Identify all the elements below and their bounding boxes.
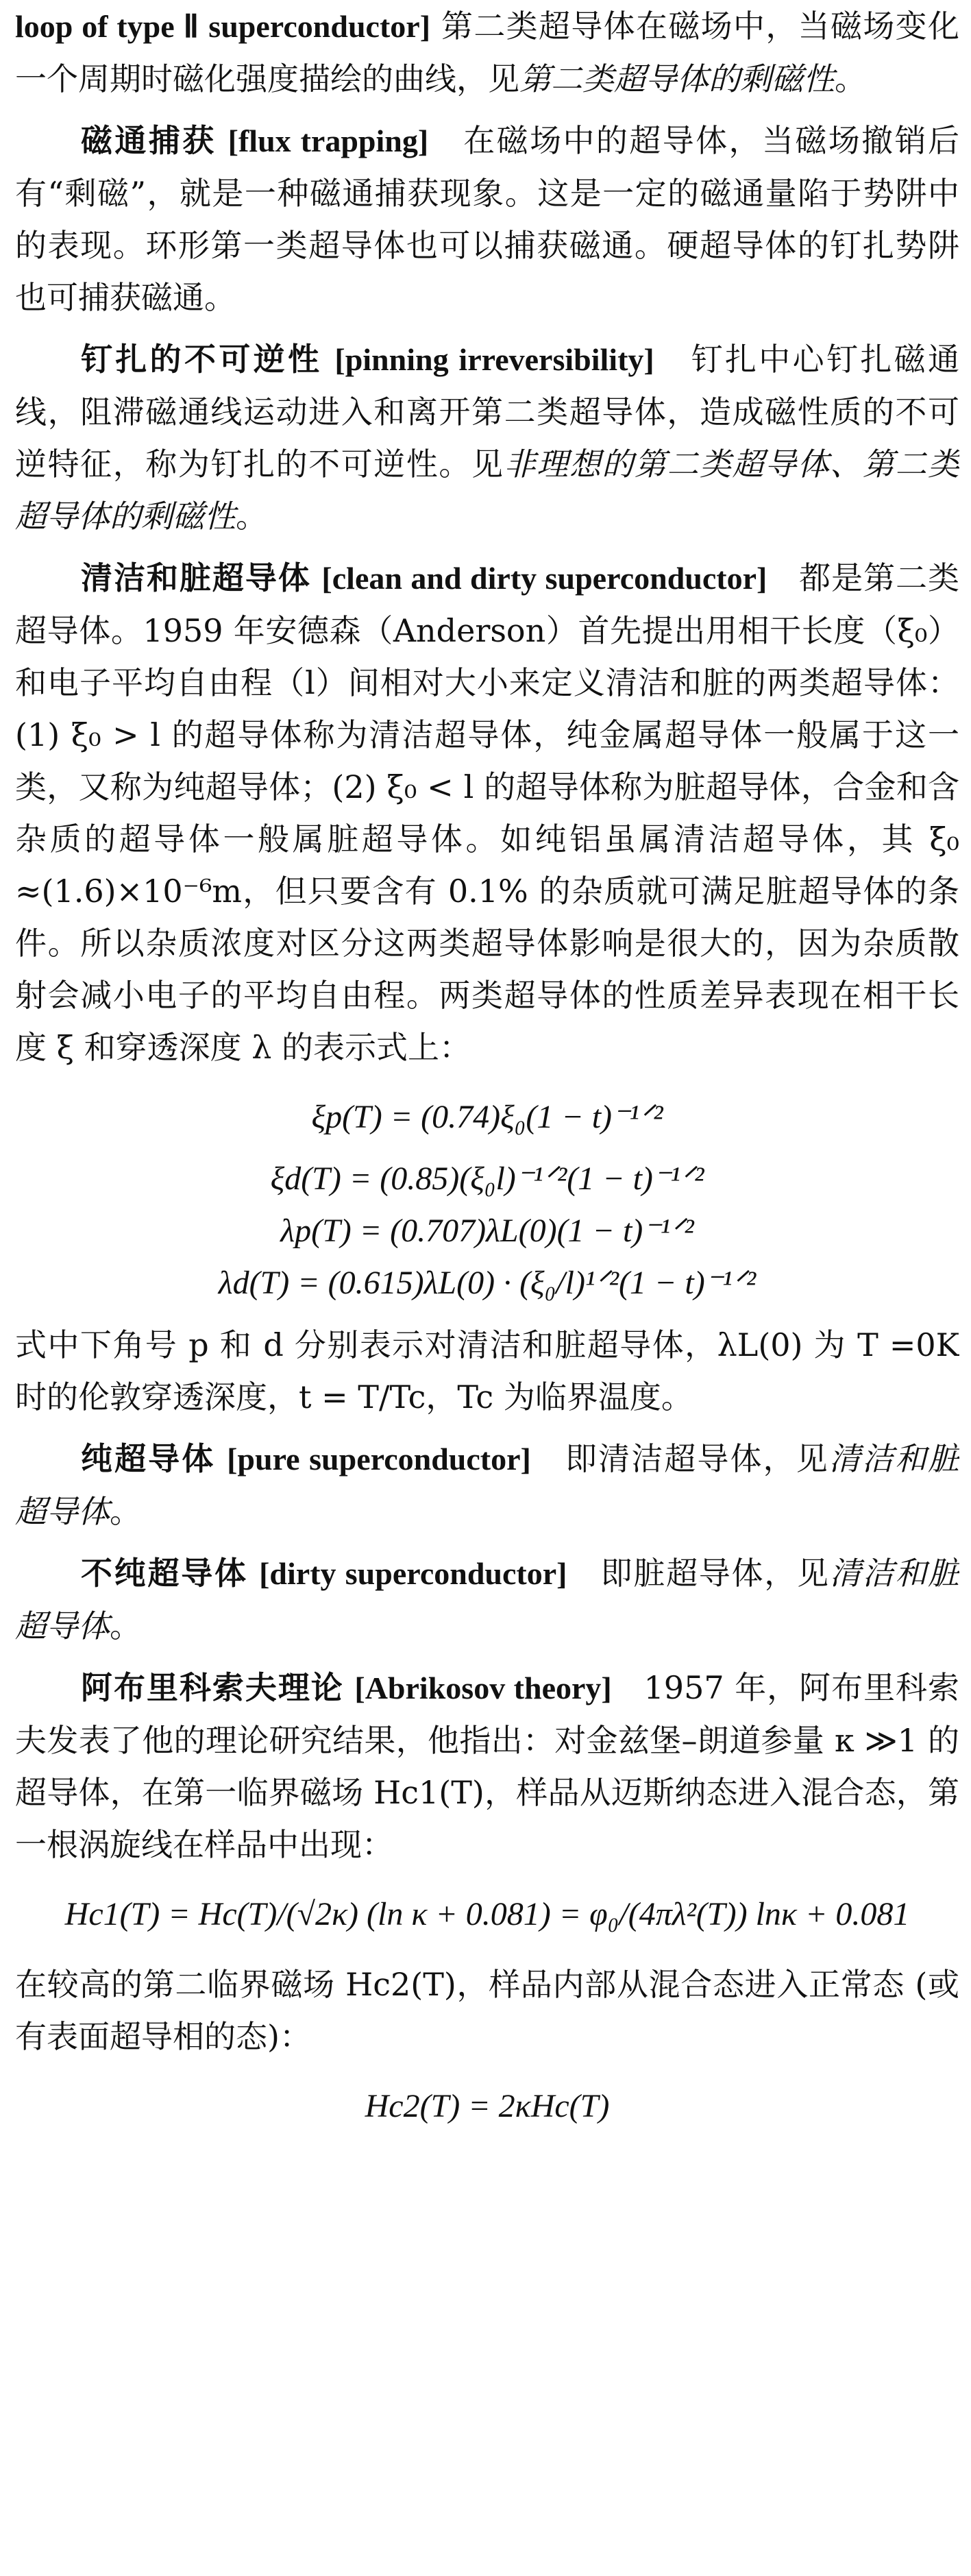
cross-reference-link[interactable]: 清洁和脏超导体 — [15, 1440, 959, 1530]
equation-hc2: Hc2(T) = 2κHc(T) — [365, 2088, 610, 2124]
entry-hysteresis-loop — [15, 0, 959, 105]
entry-term: 不纯超导体 — [81, 1555, 248, 1592]
entry-term: 清洁和脏超导体 — [81, 559, 311, 596]
cross-reference-link[interactable]: 第二类超导体的剩磁性 — [519, 60, 835, 97]
entry-flux-trapping — [15, 114, 959, 324]
entry-pinning-irreversibility — [15, 333, 959, 542]
entry-term: 钉扎的不可逆性 — [81, 341, 323, 378]
cross-reference-link[interactable]: 清洁和脏超导体 — [15, 1555, 959, 1644]
entry-definition: 在磁场中的超导体，当磁场撤销后有“剩磁”，就是一种磁通捕获现象。这是一定的磁通量陷于势阱中的表现。环形第一类超导体也可以捕获磁通。硬超导体的钉扎势阱也可捕获磁通。 — [15, 122, 959, 316]
entry-english-term: [clean and dirty superconductor] — [321, 561, 767, 596]
entry-term: 阿布里科索夫理论 — [81, 1669, 344, 1706]
cross-reference-link[interactable]: 非理想的第二类超导体、第二类超导体的剩磁性 — [15, 446, 959, 535]
entry-definition: 钉扎中心钉扎磁通线，阻滞磁通线运动进入和离开第二类超导体，造成磁性质的不可逆特征，称为钉扎的不可逆性。见 — [15, 341, 959, 483]
entry-definition: 第二类超导体在磁场中，当磁场变化一个周期时磁化强度描绘的曲线，见 — [15, 8, 959, 97]
equation-lambda-p: λp(T) = (0.707)λL(0)(1 − t)⁻¹ᐟ² — [280, 1213, 694, 1249]
equation-lambda-d: λd(T) = (0.615)λL(0) · (ξ₀/l)¹ᐟ²(1 − t)⁻¹ᐟ² — [218, 1265, 757, 1301]
entry-english-term: loop of type Ⅱ superconductor] — [15, 9, 431, 44]
entry-english-term: [dirty superconductor] — [259, 1556, 567, 1591]
entry-tail: 。 — [236, 498, 267, 535]
entry-english-term: [flux trapping] — [228, 123, 429, 158]
document-page — [15, 0, 959, 2576]
entry-definition: 都是第二类超导体。1959 年安德森（Anderson）首先提出用相干长度（ξ₀）和电子平均自由程（l）间相对大小来定义清洁和脏的两类超导体：(1) ξ₀ > l 的超导体称为清洁超导体，纯金属超导体一般属于这一类，又称为纯超导体；(2) ξ₀ < l 的超导体称为脏超导体，合金和含杂质的超导体一般属脏超导体。如纯铝虽属清洁超导体，其 ξ₀ ≈(1.6)×10⁻⁶m，但只要含有 0.1% 的杂质就可满足脏超导体的条件。所以杂质浓度对区分这两类超导体影响是很大的，因为杂质散射会减小电子的平均自由程。两类超导体的性质差异表现在相干长度 ξ 和穿透深度 λ 的表示式上： — [15, 559, 959, 1066]
entry-term: 磁通捕获 — [81, 122, 217, 159]
entry-english-term: [Abrikosov theory] — [354, 1670, 612, 1705]
entry-definition: 即清洁超导体，见 — [565, 1440, 829, 1477]
entry-tail: 。 — [835, 60, 866, 97]
entry-tail: 。 — [110, 1493, 141, 1530]
entry-pure-superconductor — [15, 1433, 959, 1538]
entry-abrikosov-theory — [15, 1662, 959, 1871]
entry-abrikosov-continued: 在较高的第二临界磁场 Hc2(T)，样品内部从混合态进入正常态 (或有表面超导相的态)： — [15, 1966, 959, 2055]
equation-xi-d: ξd(T) = (0.85)(ξ₀l)⁻¹ᐟ²(1 − t)⁻¹ᐟ² — [270, 1161, 704, 1197]
entry-term: 纯超导体 — [81, 1440, 216, 1477]
entry-clean-and-dirty-notes: 式中下角号 p 和 d 分别表示对清洁和脏超导体，λL(0) 为 T =0K 时的伦敦穿透深度，t = T/Tc，Tc 为临界温度。 — [15, 1326, 959, 1415]
equation-hc1: Hc1(T) = Hc(T)/(√2κ) (ln κ + 0.081) = φ₀/(4πλ²(T)) lnκ + 0.081 — [64, 1896, 910, 1932]
entry-english-term: [pinning irreversibility] — [334, 342, 654, 377]
entry-definition: 1957 年，阿布里科索夫发表了他的理论研究结果，他指出：对金兹堡–朗道参量 κ ≫1 的超导体，在第一临界磁场 Hc1(T)，样品从迈斯纳态进入混合态，第一根涡旋线在样品中出现： — [15, 1669, 959, 1863]
entry-clean-and-dirty — [15, 552, 959, 1073]
entry-definition: 即脏超导体，见 — [600, 1555, 830, 1592]
entry-tail: 。 — [110, 1607, 141, 1644]
entry-english-term: [pure superconductor] — [227, 1442, 531, 1477]
equation-xi-p: ξp(T) = (0.74)ξ₀(1 − t)⁻¹ᐟ² — [311, 1099, 663, 1135]
entry-dirty-superconductor — [15, 1547, 959, 1652]
